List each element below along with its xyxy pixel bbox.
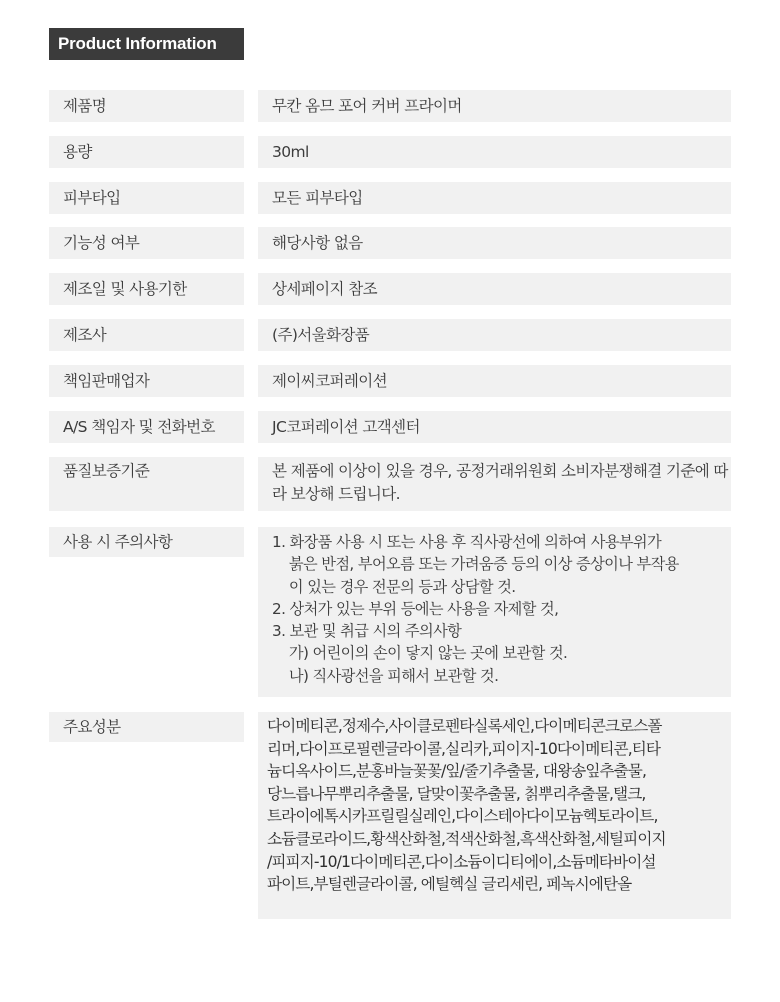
- text-line: 다이메티콘,정제수,사이클로펜타실록세인,다이메티콘크로스폴: [267, 717, 662, 735]
- text-line: 소듐클로라이드,황색산화철,적색산화철,흑색산화철,세틸피이지: [267, 829, 666, 848]
- label-manufacture-date: 제조일 및 사용기한: [49, 273, 244, 305]
- label-functional: 기능성 여부: [49, 227, 244, 259]
- value-ingredients: [258, 712, 731, 919]
- text-line: 본 제품에 이상이 있을 경우,: [272, 462, 452, 480]
- value-volume: 30ml: [258, 136, 731, 168]
- value-skin-type: 모든 피부타입: [258, 182, 731, 214]
- text-line: 리머,다이프로필렌글라이콜,실리카,피이지-10다이메티콘,티타: [267, 739, 661, 758]
- label-product-name: 제품명: [49, 90, 244, 122]
- value-manufacturer: (주)서울화장품: [258, 319, 731, 351]
- text-line: 공정거래위원회 소비자분쟁해결 기준에 따라 보상해 드립니다.: [272, 462, 728, 503]
- text-line: 1. 화장품 사용 시 또는 사용 후 직사광선에 의하여 사용부위가: [272, 533, 662, 551]
- text-line: 가) 어린이의 손이 닿지 않는 곳에 보관할 것.: [272, 644, 568, 663]
- label-precautions: 사용 시 주의사항: [49, 527, 244, 557]
- label-quality-standard: 품질보증기준: [49, 457, 244, 511]
- value-distributor: 제이씨코퍼레이션: [258, 365, 731, 397]
- text-line: 당느릅나무뿌리추출물, 달맞이꽃추출물, 칡뿌리추출물,탤크,: [267, 784, 646, 803]
- section-title: Product Information: [49, 28, 244, 60]
- text-line: 3. 보관 및 취급 시의 주의사항: [272, 622, 462, 641]
- text-line: /피피지-10/1다이메티콘,다이소듐이디티에이,소듐메타바이설: [267, 852, 656, 871]
- text-line: 나) 직사광선을 피해서 보관할 것.: [272, 666, 499, 685]
- text-line: 2. 상처가 있는 부위 등에는 사용을 자제할 것,: [272, 599, 559, 618]
- value-as-contact: JC코퍼레이션 고객센터: [258, 411, 731, 443]
- text-line: 파이트,부틸렌글라이콜, 에틸헥실 글리세린, 페녹시에탄올: [267, 875, 632, 894]
- text-line: 붉은 반점, 부어오름 또는 가려움증 등의 이상 증상이나 부작용: [272, 555, 679, 574]
- label-as-contact: A/S 책임자 및 전화번호: [49, 411, 244, 443]
- value-functional: 해당사항 없음: [258, 227, 731, 259]
- text-line: 늄디옥사이드,분홍바늘꽃꽃/잎/줄기추출물, 대왕송잎추출물,: [267, 762, 647, 781]
- label-manufacturer: 제조사: [49, 319, 244, 351]
- label-distributor: 책임판매업자: [49, 365, 244, 397]
- label-skin-type: 피부타입: [49, 182, 244, 214]
- text-line: 트라이에톡시카프릴릴실레인,다이스테아다이모늄헥토라이트,: [267, 807, 658, 826]
- value-quality-standard: [258, 457, 731, 511]
- value-precautions: [258, 527, 731, 697]
- label-ingredients: 주요성분: [49, 712, 244, 742]
- text-line: 이 있는 경우 전문의 등과 상담할 것.: [272, 577, 516, 596]
- value-manufacture-date: 상세페이지 참조: [258, 273, 731, 305]
- label-volume: 용량: [49, 136, 244, 168]
- value-product-name: 무칸 옴므 포어 커버 프라이머: [258, 90, 731, 122]
